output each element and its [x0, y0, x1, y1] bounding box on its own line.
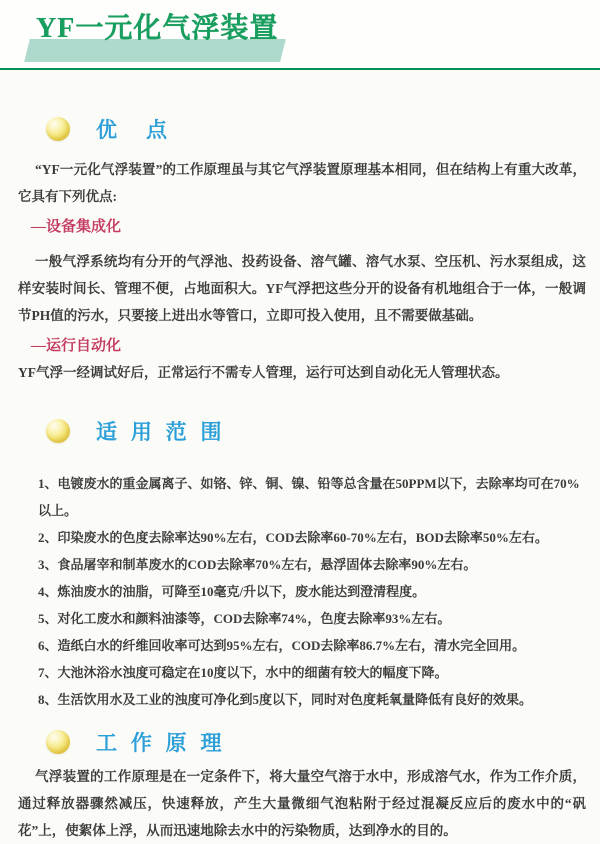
list-item: 8、生活饮用水及工业的浊度可净化到5度以下，同时对色度耗氧量降低有良好的效果。	[38, 692, 533, 707]
subsection-device-integration-text: 一般气浮系统均有分开的气浮池、投药设备、溶气罐、溶气水泵、空压机、污水泵组成，这样安装时间长、管理不便，占地面积大。YF气浮把这些分开的设备有机地组合于一体，一般调节PH值的污水，只要接上进出水等管口，立即可投入使用，且不需要做基础。	[18, 254, 586, 323]
section-scope-header	[46, 416, 586, 446]
working-principle-text: 气浮装置的工作原理是在一定条件下，将大量空气溶于水中，形成溶气水，作为工作介质，通过释放器骤然减压，快速释放，产生大量微细气泡粘附于经过混凝反应后的废水中的“矾花”上，使絮体上浮，从而迅速地除去水中的污染物质，达到净水的目的。	[18, 769, 586, 838]
page-body	[0, 114, 600, 844]
list-item: 5、对化工废水和颜料油漆等，COD去除率74%，色度去除率93%左右。	[38, 611, 451, 626]
subsection-auto-operation-title: —运行自动化	[31, 338, 122, 354]
subsection-device-integration-title: —设备集成化	[31, 219, 122, 235]
section-principle-title: 工 作 原 理	[96, 732, 226, 755]
section-advantages	[18, 114, 586, 386]
application-scope-list	[18, 470, 586, 713]
list-item: 2、印染废水的色度去除率达90%左右，COD去除率60-70%左右，BOD去除率50%左右。	[38, 530, 548, 545]
subsection-auto-operation-text: YF气浮一经调试好后，正常运行不需专人管理，运行可达到自动化无人管理状态。	[18, 365, 509, 380]
section-working-principle	[18, 727, 586, 844]
list-item: 7、大池沐浴水浊度可稳定在10度以下，水中的细菌有较大的幅度下降。	[38, 665, 448, 680]
sphere-bullet-icon	[46, 730, 70, 754]
page-header	[0, 0, 600, 70]
page-title: YF一元化气浮装置	[36, 13, 279, 44]
section-advantages-title: 优 点	[96, 119, 171, 142]
list-item: 1、电镀废水的重金属离子、如铬、锌、铜、镍、铅等总含量在50PPM以下，去除率均可在70%以上。	[38, 476, 580, 518]
section-advantages-header	[46, 114, 586, 144]
section-principle-header	[46, 727, 586, 757]
advantages-intro-paragraph: “YF一元化气浮装置”的工作原理虽与其它气浮装置原理基本相同，但在结构上有重大改革，它具有下列优点:	[18, 162, 586, 204]
section-scope-title: 适 用 范 围	[96, 421, 226, 444]
list-item: 4、炼油废水的油脂，可降至10毫克/升以下，废水能达到澄清程度。	[38, 584, 426, 599]
list-item: 3、食品屠宰和制革废水的COD去除率70%左右，悬浮固体去除率90%左右。	[38, 557, 477, 572]
list-item: 6、造纸白水的纤维回收率可达到95%左右，COD去除率86.7%左右，清水完全回用。	[38, 638, 526, 653]
sphere-bullet-icon	[46, 117, 70, 141]
section-application-scope	[18, 416, 586, 713]
sphere-bullet-icon	[46, 419, 70, 443]
